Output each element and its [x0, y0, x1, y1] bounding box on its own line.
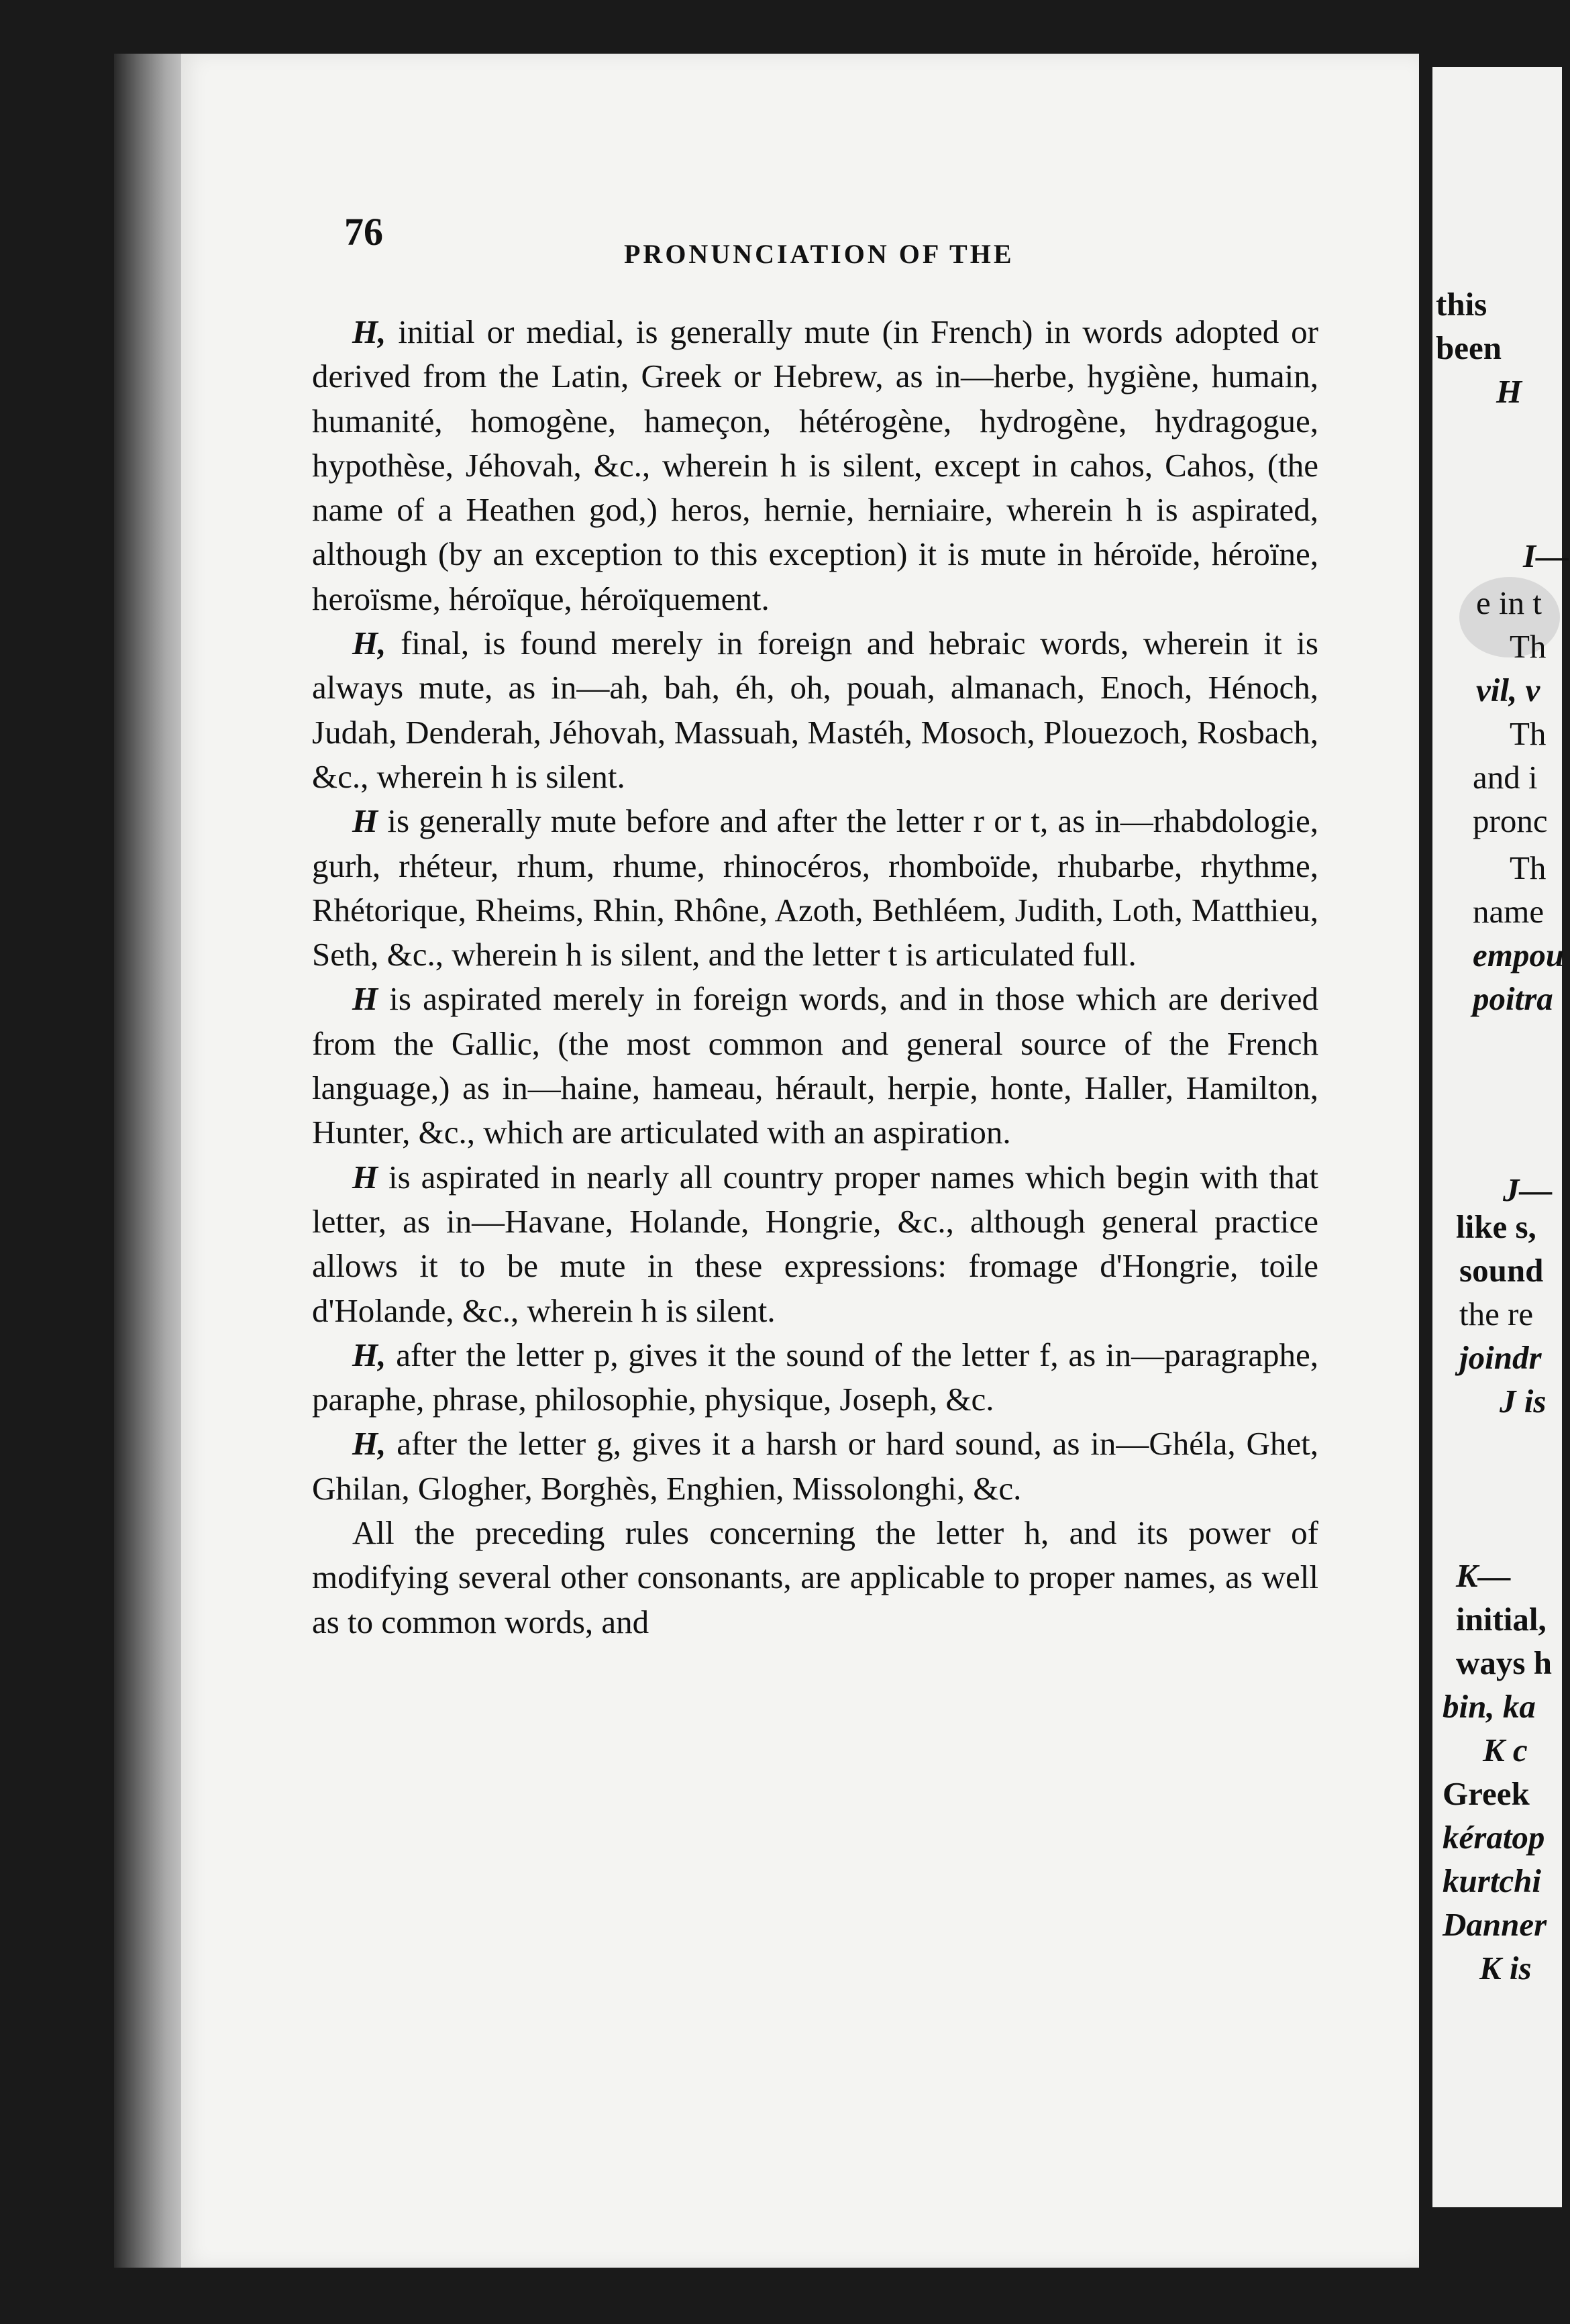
paragraph-text: initial or medial, is generally mute (in French) in words adopted or derived from the Latin, Greek or Hebrew, as in—herbe, hygiène, humain, humanité, homogène, hameçon, hétérogène, hydrogène, hydragogue, hypothèse, Jéhovah, &c., wherein h is silent, except in cahos, Cahos, (the name of a Heathen god,) heros, hernie, herniaire, wherein h is aspirated, although (by an exception to this exception) it is mute in héroïde, héroïne, heroïsme, héroïque, héroïquement. — [312, 313, 1318, 617]
right-fragment: been — [1436, 329, 1502, 366]
running-head: PRONUNCIATION OF THE — [624, 239, 1014, 269]
right-fragment: Th — [1510, 628, 1547, 665]
right-fragment: the re — [1459, 1296, 1534, 1332]
right-fragment: ways h — [1456, 1644, 1552, 1681]
paragraph — [312, 621, 1318, 799]
right-fragment: bin, ka — [1443, 1688, 1536, 1725]
body-text — [312, 310, 1318, 1644]
right-fragment: pronc — [1473, 802, 1548, 839]
right-fragment: Danner — [1443, 1906, 1547, 1943]
paragraph-head: H — [352, 802, 378, 840]
paragraph-text: is aspirated merely in foreign words, and in those which are derived from the Gallic, (the most common and general source of the French language,) as in—haine, hameau, hérault, herpie, honte, Haller, Hamilton, Hunter, &c., which are articulated with an aspiration. — [312, 980, 1318, 1151]
right-fragment: K— — [1456, 1557, 1511, 1594]
paragraph-text: is generally mute before and after the letter r or t, as in—rhabdologie, gurh, rhéteur, rhum, rhume, rhinocéros, rhomboïde, rhubarbe, rhythme, Rhétorique, Rheims, Rhin, Rhône, Azoth, Bethléem, Judith, Loth, Matthieu, Seth, &c., wherein h is silent, and the letter t is articulated full. — [312, 802, 1318, 973]
right-fragment: like s, — [1456, 1208, 1536, 1245]
book-gutter — [114, 54, 188, 2268]
right-fragment: this — [1436, 286, 1487, 323]
right-fragment: kératop — [1443, 1819, 1545, 1856]
paragraph-head: H — [352, 980, 378, 1018]
paragraph-head: H, — [352, 1336, 386, 1373]
paragraph — [312, 1333, 1318, 1422]
paragraph-head: H, — [352, 313, 386, 350]
right-fragment: sound — [1459, 1252, 1544, 1289]
right-fragment: poitra — [1473, 980, 1553, 1017]
paragraph-text: after the letter g, gives it a harsh or hard sound, as in—Ghéla, Ghet, Ghilan, Glogher, Borghès, Enghien, Missolonghi, &c. — [312, 1425, 1319, 1507]
paragraph-text: final, is found merely in foreign and hebraic words, wherein it is always mute, as in—ah, bah, éh, oh, pouah, almanach, Enoch, Hénoch, Judah, Denderah, Jéhovah, Massuah, Mastéh, Mosoch, Plouezoch, Rosbach, &c., wherein h is silent. — [312, 625, 1318, 795]
right-fragment: name — [1473, 893, 1545, 930]
right-fragment: J— — [1503, 1171, 1553, 1208]
paragraph-head: H — [352, 1158, 378, 1196]
paragraph — [312, 1511, 1318, 1644]
paragraph-text: All the preceding rules concerning the letter h, and its power of modifying several other consonants, are applicable to proper names, as well as to common words, and — [312, 1514, 1318, 1640]
page-number: 76 — [344, 210, 383, 254]
right-fragment: initial, — [1456, 1601, 1547, 1638]
paragraph — [312, 1422, 1318, 1511]
paragraph-text: after the letter p, gives it the sound of the letter f, as in—paragraphe, paraphe, phrase, philosophie, physique, Joseph, &c. — [312, 1336, 1318, 1418]
paragraph — [312, 977, 1318, 1155]
right-fragment: kurtchi — [1443, 1862, 1542, 1899]
right-fragment: H — [1496, 373, 1522, 410]
right-fragment: Th — [1510, 849, 1547, 886]
right-fragment: J is — [1500, 1383, 1547, 1420]
left-page — [181, 54, 1419, 2268]
right-fragment: Greek — [1443, 1775, 1530, 1812]
paragraph-head: H, — [352, 1425, 386, 1463]
paragraph-text: is aspirated in nearly all country proper names which begin with that letter, as in—Havane, Holande, Hongrie, &c., although general practice allows it to be mute in these expressions: fromage d'Hongrie, toile d'Holande, &c., wherein h is silent. — [312, 1158, 1318, 1329]
paragraph — [312, 799, 1318, 977]
right-fragment: joindr — [1459, 1339, 1542, 1376]
right-fragment: Th — [1510, 715, 1547, 752]
right-fragment: K c — [1483, 1732, 1528, 1768]
right-fragment: K is — [1479, 1950, 1532, 1987]
right-fragment: vil, v — [1476, 672, 1540, 708]
paragraph — [312, 310, 1318, 621]
paragraph-head: H, — [352, 625, 386, 662]
right-fragment: empou — [1473, 937, 1565, 973]
right-fragment: and i — [1473, 759, 1538, 796]
right-fragment: I— — [1523, 537, 1569, 574]
paragraph — [312, 1155, 1318, 1333]
right-fragment: e in t — [1476, 584, 1542, 621]
